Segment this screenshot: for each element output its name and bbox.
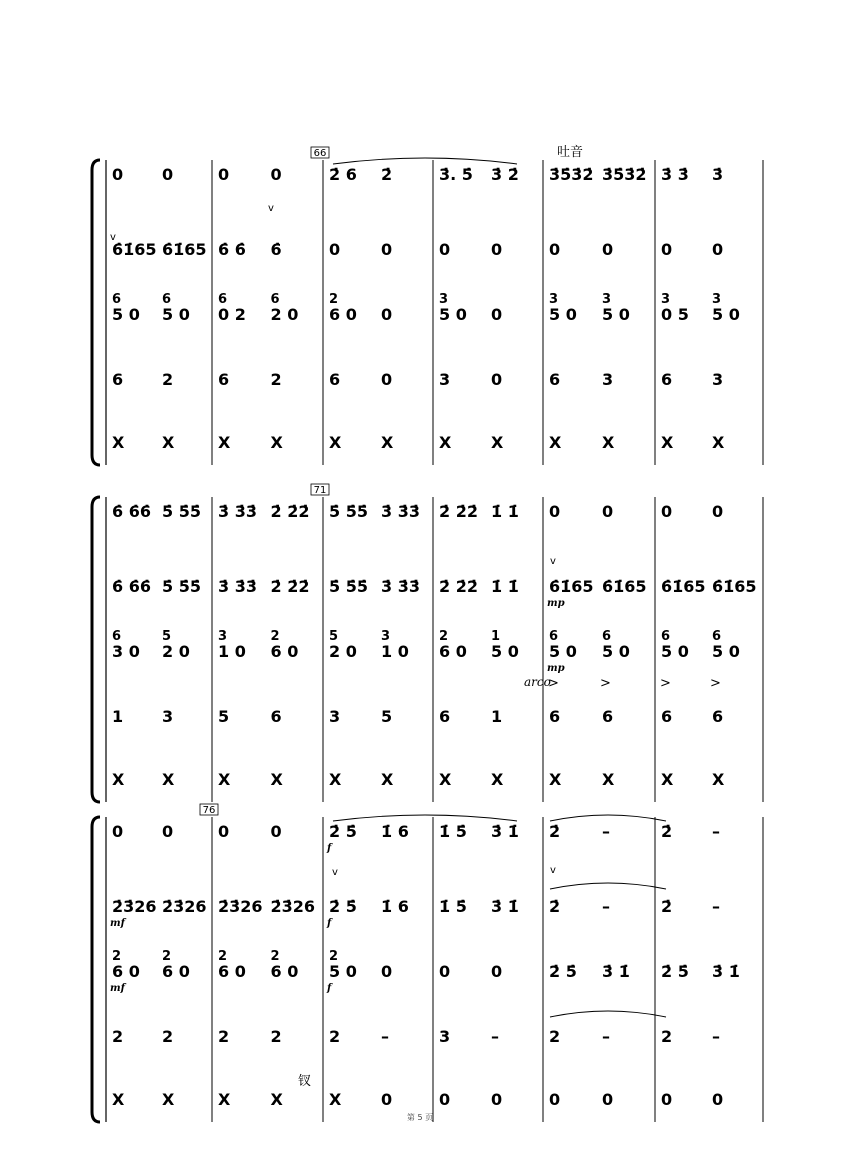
- note-group: 3̇5̇3̇2̇: [602, 165, 647, 184]
- note-group: X: [218, 433, 231, 452]
- svg-text:76: 76: [202, 805, 216, 816]
- note-group: 3: [439, 370, 451, 389]
- chord-tone: 2: [270, 629, 280, 644]
- note-group: –: [602, 822, 610, 841]
- note-group: X: [491, 770, 504, 789]
- note-group: 0: [162, 165, 174, 184]
- note-group: 2̇: [661, 897, 673, 916]
- chord-tone: 3: [661, 292, 671, 307]
- note-group: 6: [218, 370, 230, 389]
- note-group: 5: [381, 707, 393, 726]
- chord-tone: 5: [329, 629, 339, 644]
- slur: [550, 815, 666, 821]
- note-group: 0: [439, 240, 451, 259]
- note-group: 0: [329, 240, 341, 259]
- note-group: 2: [329, 1027, 341, 1046]
- note-group: X: [162, 1090, 175, 1109]
- note-group: 0: [218, 165, 230, 184]
- system-3: [92, 804, 763, 1122]
- note-group: 0: [549, 240, 561, 259]
- note-group: 1 0: [218, 642, 246, 661]
- bow-mark: v: [110, 232, 116, 243]
- note-group: 0 5: [661, 305, 689, 324]
- note-group: 0: [381, 962, 393, 981]
- cymbal-mark: 钗: [298, 1074, 312, 1089]
- note-group: 6: [661, 707, 673, 726]
- note-group: 3̇ 3̇3̇: [381, 577, 420, 596]
- accent-mark: >: [600, 676, 611, 691]
- note-group: 1̇ 5̇: [439, 897, 467, 916]
- note-group: 2: [112, 1027, 124, 1046]
- note-group: 0: [439, 1090, 451, 1109]
- chord-tone: 6: [270, 292, 280, 307]
- note-group: 0: [549, 1090, 561, 1109]
- note-group: 6̇ 6̇6̇: [112, 577, 151, 596]
- note-group: 6: [549, 370, 561, 389]
- note-group: X: [439, 433, 452, 452]
- chord-tone: 3: [218, 629, 228, 644]
- note-group: 6̇1̇65: [162, 240, 207, 259]
- note-group: 5 0: [602, 642, 630, 661]
- system-bracket: [92, 817, 100, 1122]
- note-group: X: [381, 770, 394, 789]
- note-group: 2: [162, 370, 174, 389]
- note-group: X: [661, 770, 674, 789]
- note-group: 2̇ 5̇: [661, 962, 689, 981]
- dynamic-mark: mf: [110, 983, 125, 994]
- dynamic-mark: mp: [547, 598, 565, 609]
- note-group: 2 0: [270, 305, 299, 324]
- note-group: 1̇ 1̇: [491, 577, 519, 596]
- note-group: –: [381, 1027, 389, 1046]
- note-group: –: [712, 897, 720, 916]
- chord-tone: 1: [491, 629, 501, 644]
- note-group: 6̇1̇65: [112, 240, 157, 259]
- chord-tone: 5: [162, 629, 172, 644]
- note-group: 2: [661, 1027, 673, 1046]
- note-group: 0: [491, 370, 503, 389]
- chord-tone: 3: [381, 629, 391, 644]
- note-group: 5̇ 5̇5̇: [329, 577, 368, 596]
- note-group: X: [329, 433, 342, 452]
- note-group: 0: [381, 370, 393, 389]
- note-group: 6: [112, 370, 124, 389]
- note-group: 6: [439, 707, 451, 726]
- svg-text:71: 71: [313, 485, 327, 496]
- note-group: 5̇ 5̇5̇: [162, 502, 201, 521]
- note-group: 3̇ 2̇: [491, 165, 519, 184]
- note-group: 1̇ 6: [381, 822, 409, 841]
- note-group: 6 0: [218, 962, 246, 981]
- note-group: 2̇3̇26: [162, 897, 207, 916]
- dynamic-mark: mf: [110, 918, 125, 929]
- note-group: 5 0: [549, 305, 577, 324]
- note-group: 6̇ 6̇: [218, 240, 246, 259]
- note-group: 2: [270, 370, 282, 389]
- note-group: 2: [549, 1027, 561, 1046]
- note-group: 0: [381, 240, 393, 259]
- accent-mark: >: [660, 676, 671, 691]
- note-group: 1: [112, 707, 124, 726]
- note-group: 6: [329, 370, 341, 389]
- note-group: 6̇1̇65: [602, 577, 647, 596]
- note-group: 2̇: [549, 822, 561, 841]
- note-group: 6: [602, 707, 614, 726]
- note-group: 0: [491, 240, 503, 259]
- rehearsal-mark: [311, 484, 329, 496]
- note-group: 1̇ 6: [381, 897, 409, 916]
- note-group: 0: [661, 1090, 673, 1109]
- note-group: 3̇ 3̇: [661, 165, 689, 184]
- dynamic-mark: f: [327, 843, 332, 854]
- chord-tone: 3: [549, 292, 559, 307]
- note-group: 0: [381, 305, 393, 324]
- note-group: 0: [602, 240, 614, 259]
- note-group: 0: [661, 502, 673, 521]
- note-group: X: [112, 1090, 125, 1109]
- note-group: 2̇3̇26: [112, 897, 157, 916]
- note-group: 0 2: [218, 305, 246, 324]
- chord-tone: 6: [112, 629, 122, 644]
- note-group: 5 0: [712, 642, 740, 661]
- chord-tone: 3: [602, 292, 612, 307]
- note-group: 0: [712, 1090, 724, 1109]
- note-group: 6 0: [112, 962, 140, 981]
- note-group: X: [712, 433, 725, 452]
- note-group: 0: [162, 822, 174, 841]
- note-group: 2̇ 5̇: [549, 962, 577, 981]
- note-group: 3: [602, 370, 614, 389]
- note-group: 0: [218, 822, 230, 841]
- note-group: 0: [439, 962, 451, 981]
- slur: [550, 883, 666, 889]
- arco-mark: arco: [524, 675, 551, 689]
- note-group: X: [602, 770, 615, 789]
- note-group: 3: [162, 707, 174, 726]
- note-group: 0: [270, 822, 282, 841]
- slur: [333, 158, 517, 164]
- note-group: 5 0: [549, 642, 577, 661]
- note-group: 2̇: [661, 822, 673, 841]
- rehearsal-mark: [200, 804, 218, 816]
- note-group: X: [329, 770, 342, 789]
- chord-tone: 6: [112, 292, 122, 307]
- chord-tone: 3: [712, 292, 722, 307]
- note-group: 5̇ 5̇5̇: [329, 502, 368, 521]
- chord-tone: 2: [439, 629, 449, 644]
- note-group: 2̇ 2̇2̇: [270, 577, 310, 596]
- note-group: 6 0: [329, 305, 357, 324]
- system-1: [92, 147, 763, 465]
- note-group: 0: [602, 1090, 614, 1109]
- note-group: X: [218, 770, 231, 789]
- rehearsal-mark: [311, 147, 329, 159]
- note-group: 6̇1̇65: [712, 577, 757, 596]
- note-group: X: [549, 770, 562, 789]
- chord-tone: 2: [218, 949, 228, 964]
- note-group: 6 0: [439, 642, 467, 661]
- accent-mark: >: [548, 676, 559, 691]
- note-group: 5: [218, 707, 230, 726]
- system-2: [92, 484, 763, 802]
- note-group: 0: [270, 165, 282, 184]
- note-group: 6̇ 6̇6̇: [112, 502, 151, 521]
- note-group: 0: [491, 305, 503, 324]
- note-group: 6: [549, 707, 561, 726]
- note-group: 5 0: [602, 305, 630, 324]
- note-group: X: [381, 433, 394, 452]
- chord-tone: 2: [329, 949, 339, 964]
- note-group: 2̇ 2̇2̇: [439, 577, 478, 596]
- tuyin-mark: 吐音: [557, 145, 584, 160]
- chord-tone: 2: [329, 292, 339, 307]
- note-group: 3: [329, 707, 341, 726]
- note-group: 3̇ 1̇: [602, 962, 630, 981]
- chord-tone: 6: [162, 292, 172, 307]
- note-group: X: [112, 433, 125, 452]
- note-group: 2̇3̇26: [218, 897, 263, 916]
- note-group: 3̇ 3̇3̇: [381, 502, 420, 521]
- system-bracket: [92, 497, 100, 802]
- chord-tone: 2: [112, 949, 122, 964]
- note-group: –: [602, 1027, 610, 1046]
- note-group: 5̇ 5̇5̇: [162, 577, 201, 596]
- note-group: 6̇1̇65: [661, 577, 706, 596]
- chord-tone: 2: [162, 949, 172, 964]
- note-group: 3̇ 3̇3̇: [218, 502, 257, 521]
- bow-mark: v: [332, 867, 338, 878]
- bow-mark: v: [268, 203, 274, 214]
- note-group: 2̇: [381, 165, 393, 184]
- note-group: 0: [712, 502, 724, 521]
- note-group: X: [491, 433, 504, 452]
- note-group: 2̇ 5̇: [329, 822, 357, 841]
- chord-tone: 6: [661, 629, 671, 644]
- chord-tone: 6: [549, 629, 559, 644]
- note-group: –: [712, 1027, 720, 1046]
- chord-tone: 3: [439, 292, 449, 307]
- note-group: –: [491, 1027, 499, 1046]
- note-group: X: [439, 770, 452, 789]
- system-bracket: [92, 160, 100, 465]
- note-group: 3̇ 1̇: [712, 962, 740, 981]
- note-group: 5 0: [329, 962, 357, 981]
- note-group: 2 0: [329, 642, 357, 661]
- note-group: X: [112, 770, 125, 789]
- note-group: 6: [270, 707, 282, 726]
- note-group: 1̇ 1̇: [491, 502, 519, 521]
- note-group: 2: [270, 1027, 282, 1046]
- note-group: 2̇ 2̇2̇: [270, 502, 310, 521]
- note-group: 0: [602, 502, 614, 521]
- note-group: 3̇. 5̇: [439, 165, 473, 184]
- note-group: 6 0: [270, 642, 299, 661]
- note-group: 0: [112, 165, 124, 184]
- note-group: X: [602, 433, 615, 452]
- slur: [333, 815, 517, 821]
- note-group: 3̇ 1̇: [491, 822, 519, 841]
- note-group: X: [162, 770, 175, 789]
- note-group: 5 0: [439, 305, 467, 324]
- dynamic-mark: f: [327, 918, 332, 929]
- note-group: 0: [112, 822, 124, 841]
- note-group: 6 0: [162, 962, 190, 981]
- note-group: –: [712, 822, 720, 841]
- note-group: 6: [712, 707, 724, 726]
- note-group: 2̇3̇26: [270, 897, 316, 916]
- note-group: X: [661, 433, 674, 452]
- note-group: 5 0: [491, 642, 519, 661]
- note-group: 0: [491, 1090, 503, 1109]
- note-group: 2: [218, 1027, 230, 1046]
- page-label: 第 5 页: [406, 1113, 434, 1122]
- chord-tone: 2: [270, 949, 280, 964]
- note-group: X: [712, 770, 725, 789]
- note-group: 1 0: [381, 642, 409, 661]
- chord-tone: 6: [712, 629, 722, 644]
- note-group: 2: [162, 1027, 174, 1046]
- note-group: 1: [491, 707, 503, 726]
- note-group: 3 0: [112, 642, 140, 661]
- note-group: 3̇ 3̇3̇: [218, 577, 257, 596]
- bow-mark: v: [550, 556, 556, 567]
- note-group: 2 0: [162, 642, 190, 661]
- chord-tone: 6: [218, 292, 228, 307]
- note-group: 5 0: [162, 305, 190, 324]
- note-group: 0: [712, 240, 724, 259]
- slur: [550, 1011, 666, 1017]
- note-group: 0: [549, 502, 561, 521]
- note-group: X: [162, 433, 175, 452]
- note-group: 0: [661, 240, 673, 259]
- note-group: 1̇ 5̇: [439, 822, 467, 841]
- note-group: 3: [712, 370, 724, 389]
- note-group: 2̇ 2̇2̇: [439, 502, 478, 521]
- note-group: X: [270, 1090, 283, 1109]
- note-group: X: [218, 1090, 231, 1109]
- note-group: 2̇: [549, 897, 561, 916]
- note-group: X: [549, 433, 562, 452]
- note-group: 2̇ 6: [329, 165, 357, 184]
- note-group: –: [602, 897, 610, 916]
- note-group: 2̇ 5̇: [329, 897, 357, 916]
- svg-text:66: 66: [313, 148, 327, 159]
- note-group: 0: [381, 1090, 393, 1109]
- note-group: 5 0: [661, 642, 689, 661]
- dynamic-mark: f: [327, 983, 332, 994]
- bow-mark: v: [550, 865, 556, 876]
- dynamic-mark: mp: [547, 663, 565, 674]
- note-group: 3: [439, 1027, 451, 1046]
- note-group: 6̇: [270, 240, 282, 259]
- note-group: 6: [661, 370, 673, 389]
- accent-mark: >: [710, 676, 721, 691]
- note-group: 5 0: [712, 305, 740, 324]
- note-group: X: [329, 1090, 342, 1109]
- note-group: X: [270, 433, 283, 452]
- note-group: 3̇5̇3̇2̇: [549, 165, 594, 184]
- note-group: 6̇1̇65: [549, 577, 594, 596]
- note-group: 0: [491, 962, 503, 981]
- note-group: 5 0: [112, 305, 140, 324]
- note-group: 6 0: [270, 962, 299, 981]
- note-group: X: [270, 770, 283, 789]
- chord-tone: 6: [602, 629, 612, 644]
- note-group: 3̇: [712, 165, 724, 184]
- note-group: 3̇ 1̇: [491, 897, 519, 916]
